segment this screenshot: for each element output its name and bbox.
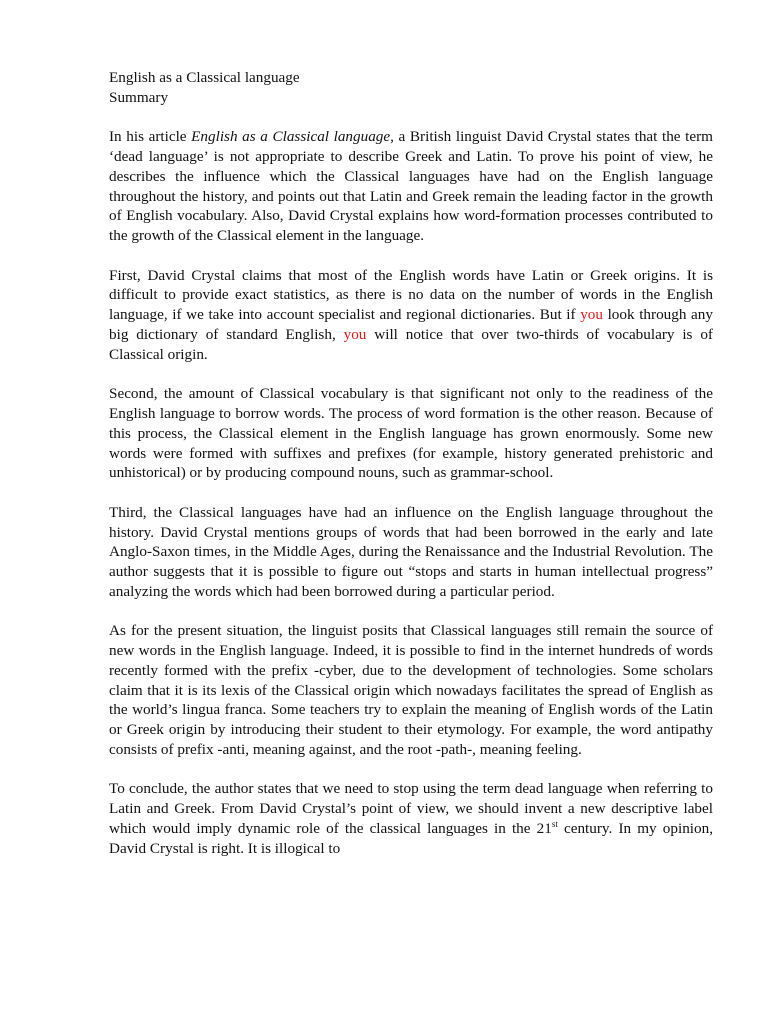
paragraph-first xyxy=(109,266,713,365)
paragraph-first-text-b: look through any big dictionary of standard English, xyxy=(109,306,713,343)
document-subtitle: Summary xyxy=(109,88,169,106)
paragraph-conclusion-text-a: To conclude, the author states that we need to stop using the term dead language when referring to Latin and Greek. From David Crystal’s point of view, we should invent a new descriptive label which would imply dynamic role of the classical languages in the 21 xyxy=(109,780,713,838)
paragraph-intro-text-a: In his article xyxy=(109,128,192,146)
paragraph-intro-text-b: , a British linguist David Crystal states that the term ‘dead language’ is not appropriate to describe Greek and Latin. To prove his point of view, he describes the influence which the Classical languages have had on the English language throughout the history, and points out that Latin and Greek remain the leading factor in the growth of English vocabulary. Also, David Crystal explains how word-formation processes contributed to the growth of the Classical element in the language. xyxy=(109,128,713,245)
document-title: English as a Classical language xyxy=(109,69,300,86)
article-title-italic: English as a Classical language xyxy=(191,128,391,146)
paragraph-present: As for the present situation, the linguist posits that Classical languages still remain the source of new words in the English language. Indeed, it is possible to find in the internet hundreds of words recently formed with the prefix -cyber, due to the development of technologies. Some scholars claim that it is its lexis of the Classical origin which nowadays facilitates the spread of English as the world’s lingua franca. Some teachers try to explain the meaning of English words of the Latin or Greek origin by introducing their student to their etymology. For example, the word antipathy consists of prefix -anti, meaning against, and the root -path-, meaning feeling. xyxy=(109,622,713,759)
highlighted-word: you xyxy=(580,306,603,324)
document-page xyxy=(109,68,713,878)
paragraph-second: Second, the amount of Classical vocabulary is that significant not only to the readiness of the English language to borrow words. The process of word formation is the other reason. Because of this process, the Classical element in the English language has grown enormously. Some new words were formed with suffixes and prefixes (for example, history generated prehistoric and unhistorical) or by producing compound nouns, such as grammar-school. xyxy=(109,385,713,482)
ordinal-superscript: st xyxy=(551,819,558,829)
spacer xyxy=(109,108,713,128)
paragraph-first-text-c: will notice that over two-thirds of vocabulary is of Classical origin. xyxy=(109,325,713,363)
paragraph-third: Third, the Classical languages have had an influence on the English language throughout the history. David Crystal mentions groups of words that had been borrowed in the early and late Anglo-Saxon times, in the Middle Ages, during the Renaissance and the Industrial Revolution. The author suggests that it is possible to figure out “stops and starts in human intellectual progress” analyzing the words which had been borrowed during a particular period. xyxy=(109,503,713,600)
highlighted-word: you xyxy=(343,325,367,343)
paragraph-conclusion xyxy=(109,779,713,858)
paragraph-intro xyxy=(109,127,713,246)
paragraph-first-text-a: First, David Crystal claims that most of the English words have Latin or Greek origins. It is difficult to provide exact statistics, as there is no data on the number of words in the English language, if we take into account specialist and regional dictionaries. But if xyxy=(109,266,713,324)
paragraph-conclusion-text-b: century. In my opinion, David Crystal is right. It is illogical to xyxy=(109,820,713,857)
